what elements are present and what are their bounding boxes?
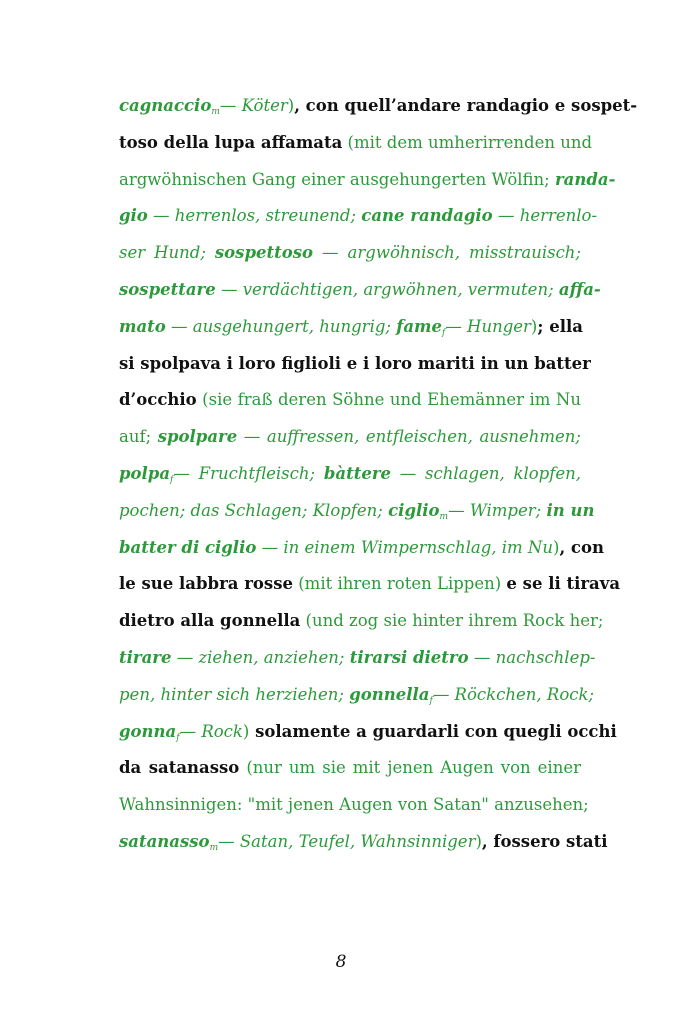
translation-text: — Rock [179, 721, 243, 741]
vocab-term: randa- [554, 169, 616, 189]
text-line [119, 162, 616, 199]
text-line [119, 272, 601, 309]
vocab-term: batter di ciglio [119, 537, 257, 557]
text-line [119, 750, 581, 787]
gender-marker: m [209, 842, 219, 853]
text-line [119, 640, 596, 677]
translation-text: — nachschlep- [468, 647, 596, 667]
translation-text: ) [287, 96, 295, 115]
translation-text: — in einem Wimpernschlag, im Nu [256, 537, 553, 557]
text-line [119, 603, 604, 640]
gender-marker: m [211, 107, 220, 117]
vocab-term: ciglio [388, 500, 440, 520]
text-line [119, 530, 604, 567]
italian-text: e se li tirava [506, 574, 621, 594]
translation-text: — herrenlos, streunend; [147, 206, 362, 226]
text-line [119, 382, 581, 419]
vocab-term: in un [546, 500, 595, 520]
italian-text: solamente a guardarli con quegli occhi [249, 721, 617, 741]
translation-text: auf; [119, 427, 158, 447]
translation-text: — Hunger [445, 316, 531, 336]
italian-text: , fossero stati [481, 831, 608, 851]
translation-text: — auffressen, entfleischen, ausnehmen; [237, 427, 581, 447]
italian-text: toso della lupa affamata [119, 132, 343, 152]
translation-text: (und zog sie hinter ihrem Rock her; [300, 611, 604, 631]
vocab-term: tirarsi dietro [349, 647, 469, 667]
translation-text: — verdächtigen, argwöhnen, vermuten; [215, 279, 559, 299]
vocab-term: polpa [119, 463, 171, 483]
text-line [119, 824, 608, 861]
vocab-term: cagnaccio [119, 96, 212, 115]
translation-text: pochen; das Schlagen; Klopfen; [119, 500, 389, 520]
gender-marker: m [439, 511, 449, 522]
translation-text: (mit ihren roten Lippen) [292, 574, 507, 594]
text-block [119, 88, 638, 861]
vocab-term: gonnella [349, 684, 430, 704]
translation-text: ) [530, 316, 538, 336]
italian-text: d’occhio [119, 390, 197, 410]
gender-marker: f [170, 474, 174, 485]
text-line [119, 456, 581, 493]
gender-marker: f [176, 732, 180, 743]
italian-text: dietro alla gonnella [119, 611, 301, 631]
vocab-term: sospettare [119, 279, 216, 299]
translation-text: — ausgehungert, hungrig; [165, 316, 397, 336]
translation-text: — Köter [219, 96, 288, 115]
translation-text: ) [553, 537, 560, 557]
translation-text: Wahnsinnigen: "mit jenen Augen von Satan" anzusehen; [119, 795, 589, 815]
translation-text: ser Hund; [119, 243, 215, 263]
italian-text: da satanasso [119, 758, 240, 778]
translation-text: ) [242, 721, 250, 741]
text-line [119, 125, 593, 162]
gender-marker: f [429, 695, 433, 706]
vocab-term: gio [119, 206, 148, 226]
translation-text: argwöhnischen Gang einer ausgehungerten Wölfin; [119, 169, 555, 189]
translation-text: — argwöhnisch, misstrauisch; [313, 243, 581, 263]
translation-text: — herrenlo- [492, 206, 598, 226]
text-line [119, 419, 581, 456]
translation-text: — Wimper; [448, 500, 547, 520]
text-line [119, 493, 595, 530]
text-line [119, 235, 581, 272]
translation-text: ) [475, 831, 482, 851]
translation-text: pen, hinter sich herziehen; [119, 684, 350, 704]
italian-text: le sue labbra rosse [119, 574, 293, 594]
italian-text: ; ella [537, 316, 583, 336]
translation-text: — Fruchtfleisch; [173, 463, 324, 483]
text-line [119, 787, 589, 824]
text-line [119, 714, 617, 751]
text-line [119, 677, 595, 714]
translation-text: — schlagen, klopfen, [391, 463, 581, 483]
vocab-term: bàttere [323, 463, 392, 483]
vocab-term: spolpare [157, 427, 238, 447]
text-line [119, 566, 621, 603]
vocab-term: tirare [119, 647, 172, 667]
vocab-term: fame [396, 316, 442, 336]
italian-text: si spolpava i loro figlioli e i loro mariti in un batter [119, 353, 591, 373]
italian-text: , con quell’andare randagio e sospet- [294, 96, 638, 115]
vocab-term: affa- [558, 279, 601, 299]
vocab-term: gonna [119, 721, 177, 741]
vocab-term: cane randagio [361, 206, 493, 226]
translation-text: (sie fraß deren Söhne und Ehemänner im Nu [196, 390, 581, 410]
translation-text: — ziehen, anziehen; [171, 647, 350, 667]
text-line [119, 309, 581, 346]
text-line [119, 88, 638, 125]
vocab-term: mato [119, 316, 166, 336]
translation-text: (mit dem umherirrenden und [342, 132, 593, 152]
text-line [119, 198, 598, 235]
text-line [119, 346, 591, 383]
italian-text: , con [559, 537, 604, 557]
vocab-term: sospettoso [214, 243, 314, 263]
page-number: 8 [335, 952, 347, 972]
translation-text: — Satan, Teufel, Wahnsinniger [218, 831, 476, 851]
translation-text: — Röckchen, Rock; [432, 684, 595, 704]
vocab-term: satanasso [119, 831, 210, 851]
gender-marker: f [441, 327, 446, 338]
translation-text: (nur um sie mit jenen Augen von einer [239, 758, 581, 778]
